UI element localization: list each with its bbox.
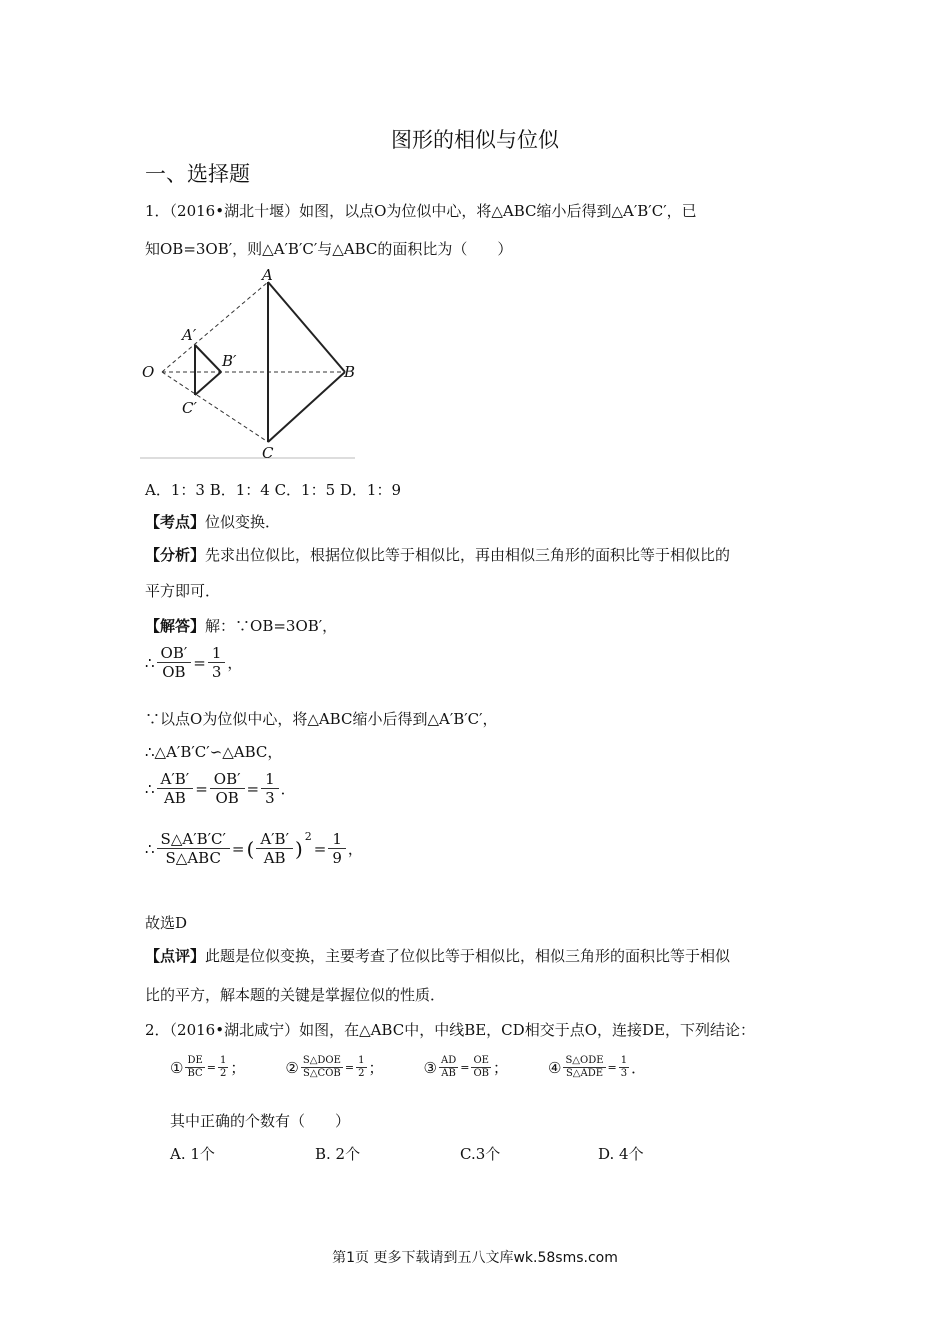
- right-paren: ): [294, 836, 303, 861]
- fraction-denominator: 3: [265, 789, 275, 807]
- equals-sign: =: [231, 839, 245, 858]
- jieda-text: 解：∵OB=3OB′，: [205, 617, 338, 635]
- fraction-denominator: 2: [220, 1068, 227, 1079]
- side-a1b1: [195, 345, 221, 372]
- q1-jieda: [145, 615, 337, 636]
- punctuation: ，: [347, 840, 363, 858]
- q1-stem-line1: 1．（2016•湖北十堰）如图，以点O为位似中心，将△ABC缩小后得到△A′B′C′，已: [145, 202, 697, 220]
- q1-fenxi: [145, 544, 730, 565]
- fraction: [471, 1055, 491, 1080]
- exponent: 2: [304, 830, 312, 843]
- fraction-one-ninth: [328, 830, 346, 867]
- fraction-denominator: AB: [263, 849, 286, 867]
- side-b1c1: [195, 372, 221, 395]
- fraction-denominator: OB: [215, 789, 239, 807]
- fraction-area-ratio: [157, 830, 230, 867]
- fraction-numerator: 1: [220, 1055, 227, 1066]
- fraction-numerator: AD: [440, 1055, 457, 1066]
- side-bc: [268, 372, 345, 442]
- fraction-numerator: OE: [473, 1055, 489, 1066]
- fraction: [301, 1055, 343, 1080]
- q1-equation-3: [145, 830, 363, 867]
- q2-statement-1: [170, 1055, 245, 1080]
- punctuation: ；: [492, 1059, 508, 1077]
- equals-sign: =: [460, 1061, 470, 1074]
- q1-figure: [140, 268, 365, 463]
- fraction-numerator: 1: [620, 1055, 628, 1066]
- fraction-ob1-ob: [157, 644, 192, 681]
- equals-sign: =: [193, 653, 206, 672]
- q1-dianping-line2: 比的平方，解本题的关键是掌握位似的性质．: [145, 986, 446, 1004]
- page-title: 图形的相似与位似: [391, 128, 559, 152]
- q2-statements: [170, 1055, 646, 1080]
- dianping-tag: 【点评】: [145, 947, 206, 965]
- fraction: [563, 1055, 605, 1080]
- label-c-prime: C′: [182, 399, 197, 417]
- circled-number: ①: [170, 1058, 184, 1077]
- left-paren: (: [246, 836, 255, 861]
- fenxi-tag: 【分析】: [145, 546, 206, 564]
- fraction-numerator: OB′: [157, 644, 192, 663]
- equals-sign: =: [344, 1061, 355, 1074]
- q1-choices: A．1：3 B．1：4 C．1：5 D．1：9: [145, 481, 402, 499]
- q1-equation-2: [145, 770, 296, 807]
- q1-kaodian: [145, 511, 280, 532]
- fraction-numerator: A′B′: [157, 770, 194, 789]
- fraction: [356, 1055, 366, 1080]
- fraction-numerator: 1: [208, 644, 226, 663]
- side-ab: [268, 282, 345, 372]
- fraction-numerator: 1: [358, 1055, 365, 1066]
- q2-option-a: A. 1个: [170, 1145, 215, 1163]
- fraction-numerator: S△ODE: [565, 1055, 604, 1066]
- q2-statement-4: [548, 1055, 646, 1080]
- fraction-numerator: OB′: [210, 770, 245, 789]
- therefore-symbol: ∴: [145, 779, 155, 798]
- therefore-symbol: ∴: [145, 653, 155, 672]
- circled-number: ②: [285, 1058, 299, 1077]
- therefore-symbol: ∴: [145, 839, 155, 858]
- q1-equation-1: [145, 644, 242, 681]
- label-a: A: [262, 268, 273, 284]
- fraction-denominator: 2: [358, 1068, 365, 1079]
- equals-sign: =: [206, 1061, 216, 1074]
- fraction-denominator: 3: [211, 663, 222, 681]
- equals-sign: =: [607, 1061, 617, 1074]
- fraction-numerator: DE: [187, 1055, 203, 1066]
- fraction: [619, 1055, 629, 1080]
- fraction-denominator: S△ABC: [165, 849, 221, 867]
- fraction-denominator: OB: [473, 1068, 489, 1079]
- q2-option-c: C.3个: [460, 1145, 501, 1163]
- step-2-text: 以点O为位似中心，将△ABC缩小后得到△A′B′C′，: [160, 710, 498, 728]
- fraction-numerator: S△DOE: [302, 1055, 341, 1066]
- fraction-denominator: S△ADE: [565, 1068, 604, 1079]
- circled-number: ④: [548, 1058, 562, 1077]
- fraction-denominator: 9: [332, 849, 342, 867]
- q2-question: 其中正确的个数有（ ）: [170, 1112, 351, 1130]
- equals-sign: =: [313, 839, 327, 858]
- fraction-ob1-ob: [210, 770, 245, 807]
- fraction-denominator: OB: [162, 663, 186, 681]
- label-o: O: [142, 363, 155, 381]
- fraction-denominator: BC: [187, 1068, 203, 1079]
- fraction-denominator: AB: [163, 789, 186, 807]
- label-c: C: [262, 444, 274, 462]
- punctuation: ，: [227, 654, 243, 672]
- q2-option-b: B. 2个: [315, 1145, 361, 1163]
- kaodian-text: 位似变换．: [205, 513, 281, 531]
- fraction-a1b1-ab: [157, 770, 194, 807]
- fraction: [439, 1055, 458, 1080]
- jieda-tag: 【解答】: [145, 617, 206, 635]
- circled-number: ③: [423, 1058, 437, 1077]
- section-heading: 一、选择题: [145, 162, 250, 186]
- label-a-prime: A′: [182, 326, 197, 344]
- q2-stem-line1: 2．（2016•湖北咸宁）如图，在△ABC中，中线BE，CD相交于点O，连接DE，下列结论：: [145, 1021, 755, 1039]
- fraction: [218, 1055, 228, 1080]
- fraction-one-third: [208, 644, 226, 681]
- q1-step-2: [145, 708, 498, 729]
- fraction-denominator: S△COB: [303, 1068, 341, 1079]
- q1-dianping: [145, 945, 730, 966]
- q2-option-d: D. 4个: [598, 1145, 644, 1163]
- fraction: [185, 1055, 204, 1080]
- fraction-numerator: A′B′: [256, 830, 293, 849]
- fraction-one-third: [261, 770, 279, 807]
- q1-answer: 故选D: [145, 914, 188, 932]
- label-b: B: [344, 363, 356, 381]
- fraction-a1b1-ab: [256, 830, 293, 867]
- punctuation: ；: [368, 1059, 384, 1077]
- punctuation: ．: [280, 780, 296, 798]
- fraction-denominator: AB: [441, 1068, 456, 1079]
- q1-fenxi-line2: 平方即可．: [145, 582, 221, 600]
- fraction-denominator: 3: [620, 1068, 628, 1079]
- q2-statement-3: [424, 1055, 508, 1080]
- q1-step-3: ∴△A′B′C′∽△ABC，: [145, 743, 283, 761]
- label-b-prime: B′: [222, 352, 237, 370]
- q2-statement-2: [285, 1055, 383, 1080]
- fraction-numerator: 1: [261, 770, 279, 789]
- punctuation: ；: [230, 1059, 246, 1077]
- equals-sign: =: [246, 779, 260, 798]
- q1-stem-line2: 知OB=3OB′，则△A′B′C′与△ABC的面积比为（ ）: [145, 240, 513, 258]
- fraction-numerator: 1: [328, 830, 346, 849]
- fenxi-text: 先求出位似比，根据位似比等于相似比，再由相似三角形的面积比等于相似比的: [205, 546, 731, 564]
- punctuation: ．: [631, 1059, 647, 1077]
- page-footer: 第1页 更多下载请到五八文库wk.58sms.com: [332, 1250, 618, 1266]
- dashed-line-oc: [162, 372, 268, 442]
- because-symbol: ∵: [145, 710, 161, 728]
- kaodian-tag: 【考点】: [145, 513, 206, 531]
- fraction-numerator: S△A′B′C′: [157, 830, 230, 849]
- dashed-line-oa: [162, 282, 268, 372]
- equals-sign: =: [195, 779, 208, 798]
- dianping-text: 此题是位似变换，主要考查了位似比等于相似比，相似三角形的面积比等于相似: [205, 947, 731, 965]
